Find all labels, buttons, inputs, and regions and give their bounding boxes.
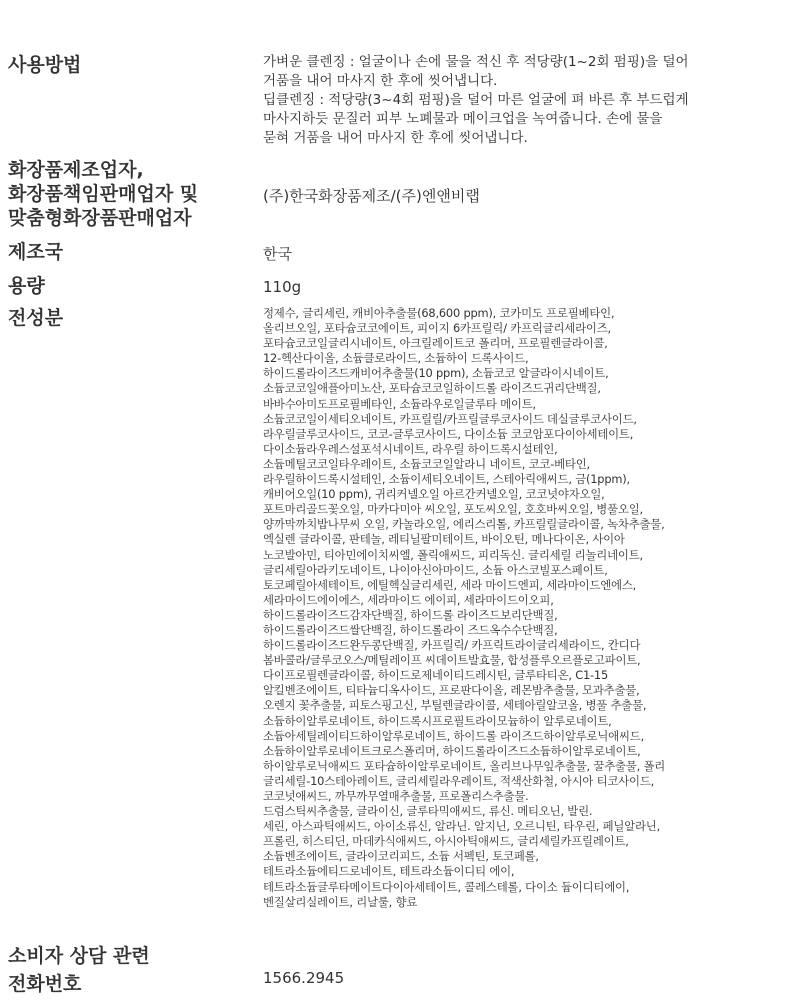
- volume-label: 용량: [8, 275, 45, 297]
- manufacturer-text: (주)한국화장품제조/(주)엔앤비랩: [263, 187, 480, 205]
- ingredients-label: 전성분: [8, 307, 64, 329]
- usage-text: 가벼운 클렌징 : 얼굴이나 손에 물을 적신 후 적당량(1~2회 펌핑)을 덜어 거품을 내어 마사지 한 후에 씻어냅니다. 딥클렌징 : 적당량(3~4회 펌핑)을 덜어 마른 얼굴에 펴 바른 후 부드럽게 마사지하듯 문질러 피부 노폐물과 메이크업을 녹여줍니다. 손에 물을 묻혀 거품을 내어 마사지 한 후에 씻어냅니다.: [263, 54, 689, 146]
- volume-text: 110g: [263, 278, 302, 296]
- consumer-label: 소비자 상담 관련 전화번호: [8, 945, 150, 995]
- ingredients-text: 정제수, 글리세린, 캐비아추출물(68,600 ppm), 코카미도 프로필베타인, 올리브오일, 포타슘코코에이트, 피이지 6카프릴릭/ 카프릭글리세라이즈, 포타슘코코일글리시네이트, 아크릴레이트코 폴리머, 프로필렌글라이콜, 12-헥산다이올, 소듐클로라이드, 소듐하이 드록사이드, 하이드롤라이즈드캐비어추출물(10 ppm), 소듐코코 알글라이시네이트, 소듐코코일애플아미노산, 포타슘코코일하이드롤 라이즈드귀리단백질, 바바수아미도프로필베타인, 소듐라우로일글루타 메이트, 소듐코코일이세티오네이트, 카프릴릴/카프릴글루코사이드 데실글루코사이드, 라우릴글루코사이드, 코코-글루코사이드, 다이소듐 코코암포다이아세테이트, 다이소듐라우레스설포석시네이트, 라우릴 하이드록시설테인, 소듐메틸코코일타우레이트, 소듐코코일알라니 네이트, 코코-베타인, 라우릴하이드록시설테인, 소듐이세티오네이트, 스테아릭애씨드, 금(1ppm), 캐비어오일(10 ppm), 귀리커넬오일 아르간커넬오일, 코코넛야자오일, 포트마리골드꽃오일, 마카다미아 씨오일, 포도씨오일, 호호바씨오일, 병풀오일, 양까막까치밥나무씨 오일, 카놀라오일, 에리스리톨, 카프릴릴글라이콜, 녹차추출물, 엑실렌 글라이콜, 판테놀, 레티닐팔미테이트, 바이오틴, 메나다이온, 사이아 노코발아민, 티아민에이치씨엘, 폴릭애씨드, 피리독신. 글리세릴 리놀리네이트, 글리세릴아라키도네이트, 나이아신아마이드, 소듐 아스코빌포스페이트, 토코페릴아세테이트, 에틸헥실글리세린, 세라 마이드엔피, 세라마이드엔에스, 세라마이드에이에스, 세라마이드 에이피, 세라마이드이오피, 하이드롤라이즈드감자단백질, 하이드롤 라이즈드보리단백질, 하이드롤라이즈드쌀단백질, 하이드롤라이 즈드옥수수단백질, 하이드롤라이즈드완두콩단백질, 카프릴릭/ 카프릭트라이글리세라이드, 칸디다 봄바콜라/글루코오스/메틸레이프 씨데이트발효물, 합성플루오르플로고파이트, 다이프로필렌글라이콜, 하이드로제네이티드레시틴, 글루타티온, C1-15 알킬벤조에이트, 티타늄디옥사이드, 프로판다이올, 레몬밤추출물, 모과추출물, 오렌지 꽃추출물, 피토스핑고신, 부틸렌글라이콜, 세테아릴알코올, 병풀 추출물, 소듐하이알루로네이트, 하이드록시프로필트라이모늄하이 알루로네이트, 소듐아세틸레이티드하이알루로네이트, 하이드롤 라이즈드하이알루로닉애씨드, 소듐하이알루로네이트크로스폴리머, 하이드롤라이즈드소듐하이알루로네이트, 하이알루로닉애씨드 포타슘하이알루로네이트, 올리브나무잎추출물, 꿀추출물, 폴리 글리세릴-10스테아레이트, 글리세릴라우레이트, 적색산화철, 아시아 티코사이드, 코코넛애씨드, 까무까무열매추출물, 프로폴리스추출물. 드럼스틱씨추출물, 글라이신, 글루타믹애씨드, 류신. 메티오닌, 발린. 세린, 아스파틱애씨드, 아이소류신, 알라닌. 알지닌, 오르니틴, 타우린, 페닐알라닌, 프롤린, 히스티딘, 마데카식애씨드, 아시아틱애씨드, 글리세릴카프릴레이트, 소듐벤조에이트, 글라이코리피드, 소듐 서펙틴, 토코페롤, 테트라소듐에티드로네이트, 테트라소듐이디티 에이, 테트라소듐글루타메이트다이아세테이트, 콜레스테롤, 다이소 듐이디티에이, 벤질살리실레이트, 리날룰, 향료: [263, 306, 666, 909]
- consumer-phone: 1566.2945: [263, 969, 345, 987]
- manufacturer-label: 화장품제조업자, 화장품책임판매업자 및 맞춤형화장품판매업자: [8, 159, 199, 229]
- country-text: 한국: [263, 245, 292, 263]
- usage-label: 사용방법: [8, 54, 82, 76]
- country-label: 제조국: [8, 241, 64, 263]
